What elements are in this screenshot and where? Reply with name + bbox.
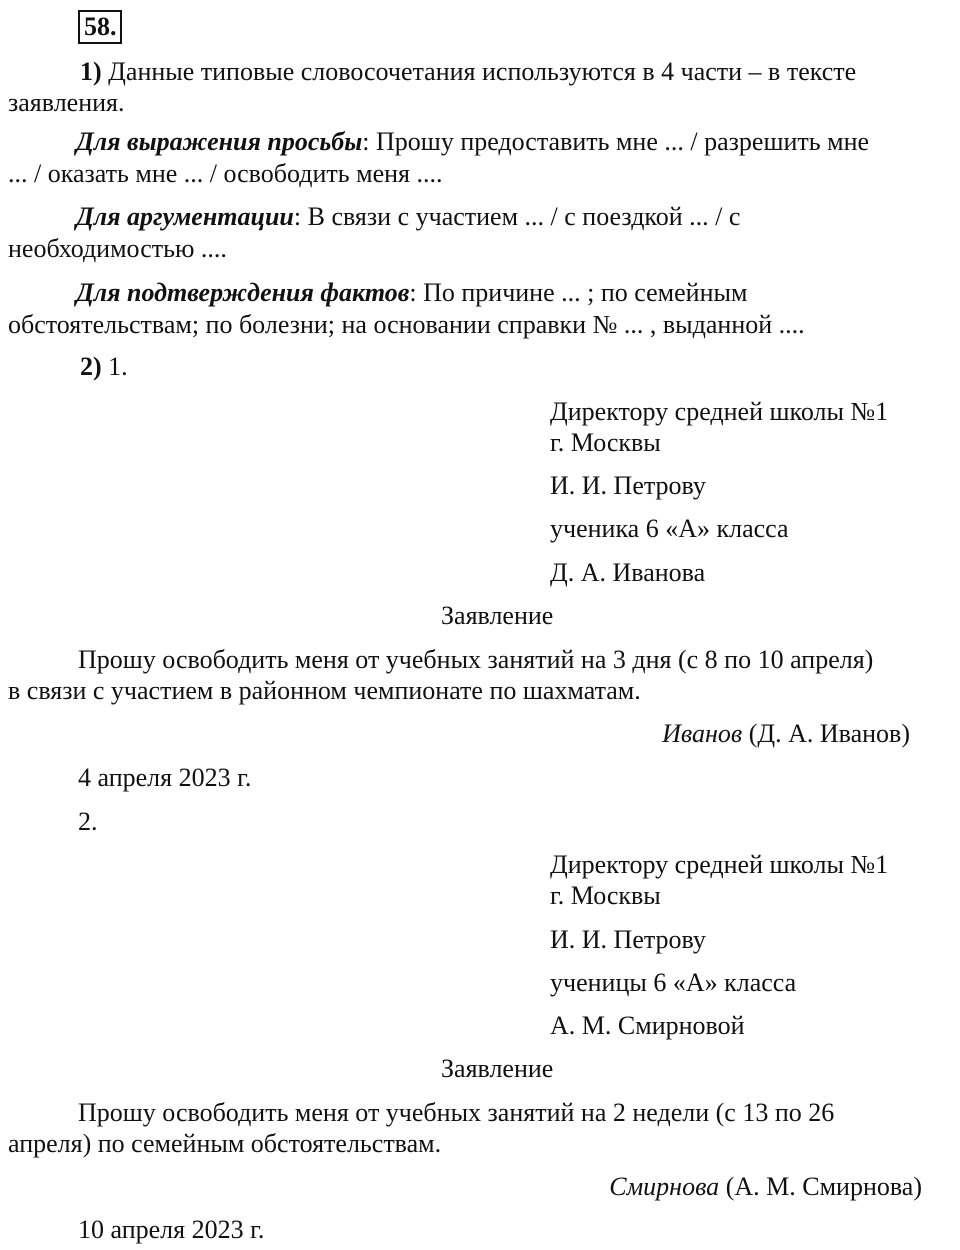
statement1-signature <box>662 719 910 749</box>
statement1-from-line: ученика 6 «А» класса <box>550 514 789 543</box>
statement1-addressee-line2: г. Москвы <box>550 428 661 457</box>
part2-heading <box>80 352 128 382</box>
statement1-title: Заявление <box>441 601 554 630</box>
exercise-number: 58. <box>78 10 122 44</box>
statement2-addressee-line1: Директору средней школы №1 <box>550 850 889 879</box>
statement2-title: Заявление <box>441 1054 554 1083</box>
request-phrases-line2: ... / оказать мне ... / освободить меня .... <box>8 159 443 188</box>
statement1-signature-fullname: (Д. А. Иванов) <box>742 719 910 748</box>
statement1-date: 4 апреля 2023 г. <box>78 763 252 792</box>
facts-text: : По причине ... ; по семейным <box>409 278 748 307</box>
statement1-from-name: Д. А. Иванова <box>550 558 706 587</box>
statement1-body-line1: Прошу освободить меня от учебных занятий на 3 дня (с 8 по 10 апреля) <box>78 645 874 674</box>
statement2-from-name: А. М. Смирновой <box>550 1011 745 1040</box>
request-label: Для выражения просьбы <box>76 127 363 156</box>
statement2-date: 10 апреля 2023 г. <box>78 1215 265 1244</box>
facts-phrases-line2: обстоятельствам; по болезни; на основании справки № ... , выданной .... <box>8 310 805 339</box>
request-text: : Прошу предоставить мне ... / разрешить мне <box>362 127 870 156</box>
argument-text: : В связи с участием ... / с поездкой ... / с <box>293 202 741 231</box>
argument-phrases-line2: необходимостью .... <box>8 234 227 263</box>
part1-intro-line1 <box>80 57 856 87</box>
statement2-addressee-line2: г. Москвы <box>550 881 661 910</box>
statement2-signature-fullname: (А. М. Смирнова) <box>719 1172 922 1201</box>
statement2-from-line: ученицы 6 «А» класса <box>550 968 797 997</box>
statement1-signature-surname: Иванов <box>662 719 743 748</box>
statement1-addressee-line1: Директору средней школы №1 <box>550 397 889 426</box>
statement2-body-line1: Прошу освободить меня от учебных занятий на 2 недели (с 13 по 26 <box>78 1098 835 1127</box>
facts-phrases-line1 <box>76 278 747 308</box>
statement1-body-line2: в связи с участием в районном чемпионате по шахматам. <box>8 676 641 705</box>
request-phrases-line1 <box>76 127 869 157</box>
statement1-index: 1. <box>101 352 128 381</box>
part1-intro-line2: заявления. <box>8 88 125 117</box>
part1-marker: 1) <box>80 57 102 86</box>
statement2-signature <box>609 1172 922 1202</box>
part2-marker: 2) <box>80 352 102 381</box>
statement2-addressee-name: И. И. Петрову <box>550 925 706 954</box>
part1-intro-text: Данные типовые словосочетания используются в 4 части – в тексте <box>101 57 857 86</box>
facts-label: Для подтверждения фактов <box>76 278 410 307</box>
argument-phrases-line1 <box>76 202 740 232</box>
statement2-index: 2. <box>78 807 98 836</box>
statement2-signature-surname: Смирнова <box>609 1172 720 1201</box>
statement1-addressee-name: И. И. Петрову <box>550 471 706 500</box>
statement2-body-line2: апреля) по семейным обстоятельствам. <box>8 1129 442 1158</box>
argument-label: Для аргументации <box>76 202 294 231</box>
